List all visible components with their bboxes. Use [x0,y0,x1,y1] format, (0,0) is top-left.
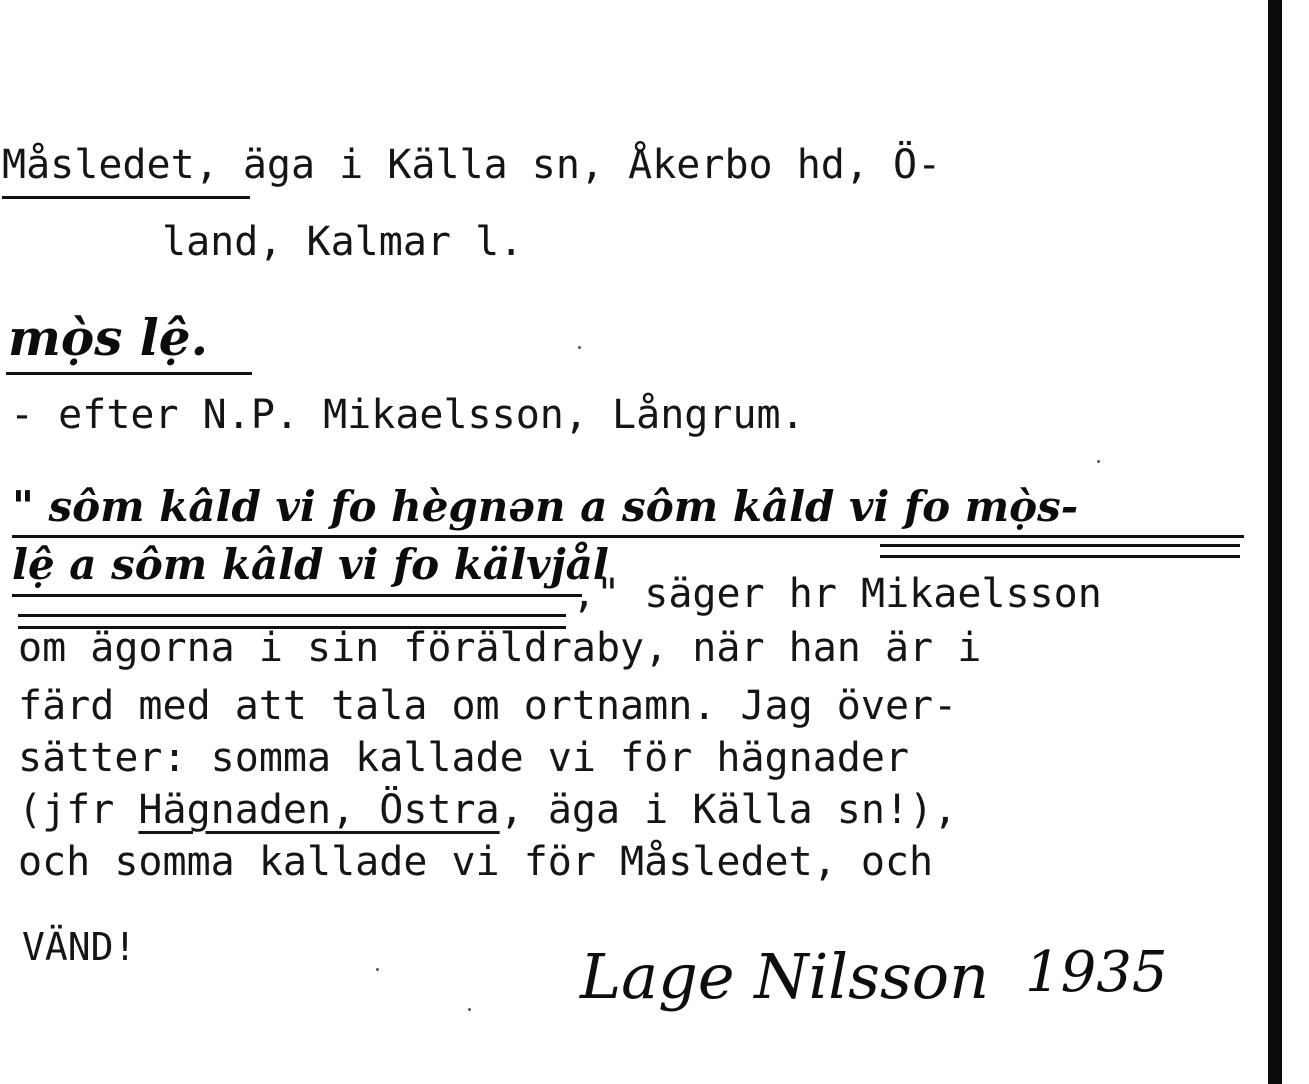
body-line: om ägorna i sin föräldraby, när han är i [18,625,982,671]
paper-speck [468,1008,471,1011]
headword-underline [2,196,250,199]
paper-speck [1097,460,1100,463]
body-line: färd med att tala om ortnamn. Jag över- [18,683,958,729]
headword-line-2: land, Kalmar l. [162,219,524,265]
headword-name: Måsledet [2,142,195,188]
signature-year: 1935 [1025,940,1168,1005]
reference-open: (jfr [18,787,139,833]
body-line: sätter: somma kallade vi för hägnader [18,735,910,781]
quote-underline-2c [880,555,1240,558]
dialect-quote-line-1: " sôm kâld vi fo hègnən a sôm kâld vi fo mọ̀s- [12,482,1079,531]
paper-speck [376,968,379,971]
signature: Lage Nilsson [580,940,990,1013]
reference-name: Hägnaden, Östra [138,787,500,833]
dialect-quote-line-2: lệ a sôm kâld vi fo kälvjål [12,540,609,589]
headword-location: , äga i Källa sn, Åkerbo hd, Ö- [194,142,942,188]
quote-underline-2a [12,594,582,597]
quote-underline-2b [880,544,1240,547]
body-line-last: och somma kallade vi för Måsledet, och [18,839,934,885]
pronunciation: mọ̀s lệ. [8,308,209,367]
pronunciation-underline [6,372,252,375]
card-edge-shadow [1268,0,1282,1084]
turn-over-note: VÄND! [22,925,137,969]
source-informant: - efter N.P. Mikaelsson, Långrum. [10,392,805,438]
quote-underline-1 [12,535,1244,538]
quote-underline-3a [18,614,566,617]
headword-line [2,142,942,188]
reference-rest: , äga i Källa sn!), [499,787,958,833]
paper-speck [578,346,581,349]
reference-line [18,787,958,833]
quote-attribution: ," säger hr Mikaelsson [572,571,1102,617]
